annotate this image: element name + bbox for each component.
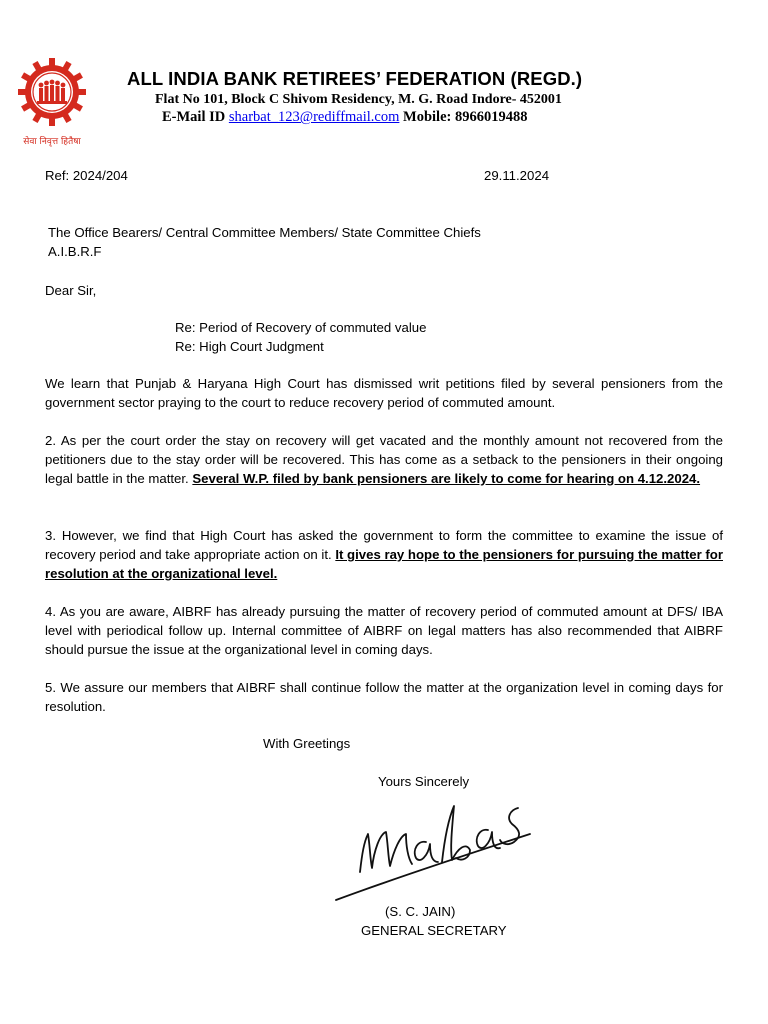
paragraph-2-text: 2. As per the court order the stay on recovery will get vacated and the monthly amount not recovered from the petitioners due to the stay order will be recovered. This has come as a setback to the pensioners in their ongoing legal battle in the matter.	[45, 433, 723, 486]
addressee-line: A.I.B.R.F	[48, 244, 102, 259]
mobile-number: Mobile: 8966019488	[399, 109, 528, 125]
closing-greeting: With Greetings	[263, 736, 351, 751]
organization-contact	[162, 109, 527, 126]
paragraph-4: 4. As you are aware, AIBRF has already pursuing the matter of recovery period of commuted amount at DFS/ IBA level with periodical follow up. Internal committee of AIBRF on legal matters has also recommended that AIBRF should pursue the issue at the organizational level in coming days.	[45, 604, 723, 657]
signer-designation: GENERAL SECRETARY	[361, 923, 507, 938]
subject-block	[175, 318, 426, 356]
paragraph-3-text: 3. However, we find that High Court has asked the government to form the committee to examine the issue of recovery period and take appropriate action on it.	[45, 528, 723, 562]
paragraph-3	[45, 526, 723, 583]
email-label: E-Mail ID	[162, 109, 229, 125]
logo-motto: सेवा निवृत्त हितैषा	[23, 137, 81, 147]
closing-yours-sincerely: Yours Sincerely	[378, 774, 470, 789]
federation-logo-icon	[14, 56, 90, 151]
addressee-line: The Office Bearers/ Central Committee Members/ State Committee Chiefs	[48, 225, 481, 240]
salutation: Dear Sir,	[45, 283, 97, 298]
organization-address: Flat No 101, Block C Shivom Residency, M. G. Road Indore- 452001	[155, 92, 562, 107]
addressee	[48, 223, 481, 261]
reference-number: Ref: 2024/204	[45, 168, 128, 183]
paragraph-5: 5. We assure our members that AIBRF shall continue follow the matter at the organization level in coming days for resolution.	[45, 680, 723, 714]
paragraph-2	[45, 431, 723, 488]
letter-date: 29.11.2024	[484, 168, 550, 183]
signer-name: (S. C. JAIN)	[385, 904, 456, 919]
paragraph-3-emphasis: It gives ray hope to the pensioners for pursuing the matter for resolution at the organizational level.	[45, 547, 723, 581]
paragraph-2-emphasis: Several W.P. filed by bank pensioners are likely to come for hearing on 4.12.2024.	[192, 471, 701, 486]
signature-icon	[330, 784, 540, 904]
paragraph-1: We learn that Punjab & Haryana High Court has dismissed writ petitions filed by several pensioners from the government sector praying to the court to reduce recovery period of commuted amount.	[45, 376, 723, 410]
subject-line: Re: Period of Recovery of commuted value	[175, 320, 427, 335]
organization-name: ALL INDIA BANK RETIREES’ FEDERATION (REGD.)	[127, 68, 583, 89]
email-link[interactable]: sharbat_123@rediffmail.com	[228, 109, 400, 125]
subject-line: Re: High Court Judgment	[175, 339, 324, 354]
